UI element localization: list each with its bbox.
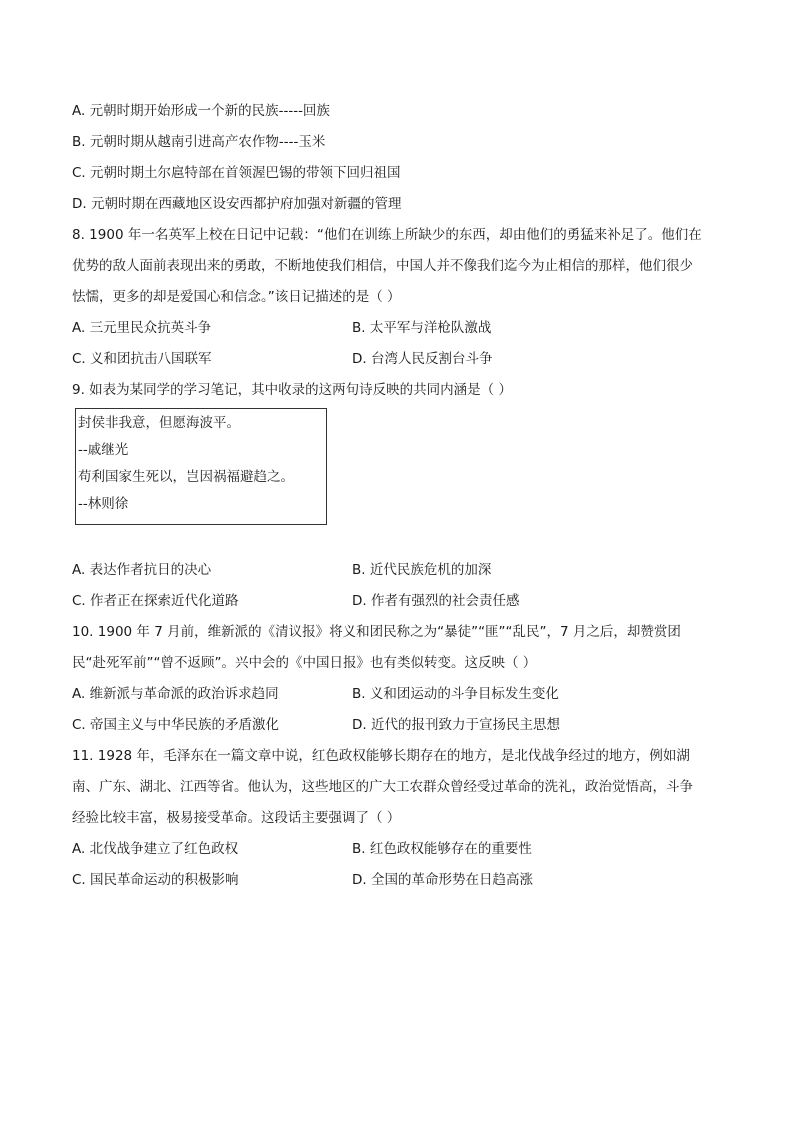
q9-options-row-2 [72, 586, 732, 617]
q9-option-d: D. 作者有强烈的社会责任感 [352, 593, 520, 609]
q8-option-c: C. 义和团抗击八国联军 [72, 351, 212, 367]
q8-stem-line-3: 怯懦，更多的却是爱国心和信念。”该日记描述的是（ ） [72, 289, 401, 305]
q9-author-2: --林则徐 [78, 496, 129, 512]
q11-stem-line-1: 11. 1928 年，毛泽东在一篇文章中说，红色政权能够长期存在的地方，是北伐战争经过的地方，例如湖 [72, 748, 690, 764]
q11-options-row-1 [72, 834, 732, 865]
q9-note-table [75, 408, 327, 525]
q11-option-c: C. 国民革命运动的积极影响 [72, 872, 239, 888]
q10-options-row-2 [72, 710, 732, 741]
q8-option-b: B. 太平军与洋枪队激战 [352, 320, 492, 336]
question-11 [72, 741, 732, 896]
q11-option-d: D. 全国的革命形势在日趋高涨 [352, 872, 533, 888]
q10-option-d: D. 近代的报刊致力于宣扬民主思想 [352, 717, 560, 733]
q9-option-a: A. 表达作者抗日的决心 [72, 562, 212, 578]
q7-option-d: D. 元朝时期在西藏地区设安西都护府加强对新疆的管理 [72, 196, 402, 212]
q8-option-d: D. 台湾人民反割台斗争 [352, 351, 493, 367]
q8-options-row-2 [72, 344, 732, 375]
q7-option-a: A. 元朝时期开始形成一个新的民族-----回族 [72, 103, 330, 119]
q10-option-b: B. 义和团运动的斗争目标发生变化 [352, 686, 559, 702]
q11-stem-line-2: 南、广东、湖北、江西等省。他认为，这些地区的广大工农群众曾经受过革命的洗礼，政治觉悟高，斗争 [72, 779, 693, 795]
q9-options-row-1 [72, 555, 732, 586]
exam-page [72, 96, 732, 896]
q8-options-row-1 [72, 313, 732, 344]
q11-options-row-2 [72, 865, 732, 896]
q11-option-a: A. 北伐战争建立了红色政权 [72, 841, 239, 857]
q8-option-a: A. 三元里民众抗英斗争 [72, 320, 212, 336]
q10-option-a: A. 维新派与革命派的政治诉求趋同 [72, 686, 279, 702]
q9-option-c: C. 作者正在探索近代化道路 [72, 593, 239, 609]
q10-stem-line-2: 民“赴死军前”“曾不返顾”。兴中会的《中国日报》也有类似转变。这反映（ ） [72, 655, 537, 671]
q9-stem: 9. 如表为某同学的学习笔记，其中收录的这两句诗反映的共同内涵是（ ） [72, 382, 512, 398]
q7-option-c: C. 元朝时期土尔扈特部在首领渥巴锡的带领下回归祖国 [72, 165, 401, 181]
q9-quote-1: 封侯非我意，但愿海波平。 [78, 415, 240, 431]
q7-option-b: B. 元朝时期从越南引进高产农作物----玉米 [72, 134, 326, 150]
q11-option-b: B. 红色政权能够存在的重要性 [352, 841, 532, 857]
q9-author-1: --戚继光 [78, 442, 129, 458]
question-7-options [72, 96, 732, 220]
question-8 [72, 220, 732, 375]
q10-options-row-1 [72, 679, 732, 710]
q9-option-b: B. 近代民族危机的加深 [352, 562, 492, 578]
q10-option-c: C. 帝国主义与中华民族的矛盾激化 [72, 717, 280, 733]
q9-quote-2: 苟利国家生死以，岂因祸福避趋之。 [78, 469, 294, 485]
q8-stem-line-1: 8. 1900 年一名英军上校在日记中记载：“他们在训练上所缺少的东西，却由他们的勇猛来补足了。他们在 [72, 227, 702, 243]
q8-stem-line-2: 优势的敌人面前表现出来的勇敢，不断地使我们相信，中国人并不像我们迄今为止相信的那样，他们很少 [72, 258, 693, 274]
question-9 [72, 375, 732, 617]
q11-stem-line-3: 经验比较丰富，极易接受革命。这段话主要强调了（ ） [72, 810, 401, 826]
q10-stem-line-1: 10. 1900 年 7 月前，维新派的《清议报》将义和团民称之为“暴徒”“匪”“乱民”，7 月之后，却赞赏团 [72, 624, 681, 640]
question-10 [72, 617, 732, 741]
